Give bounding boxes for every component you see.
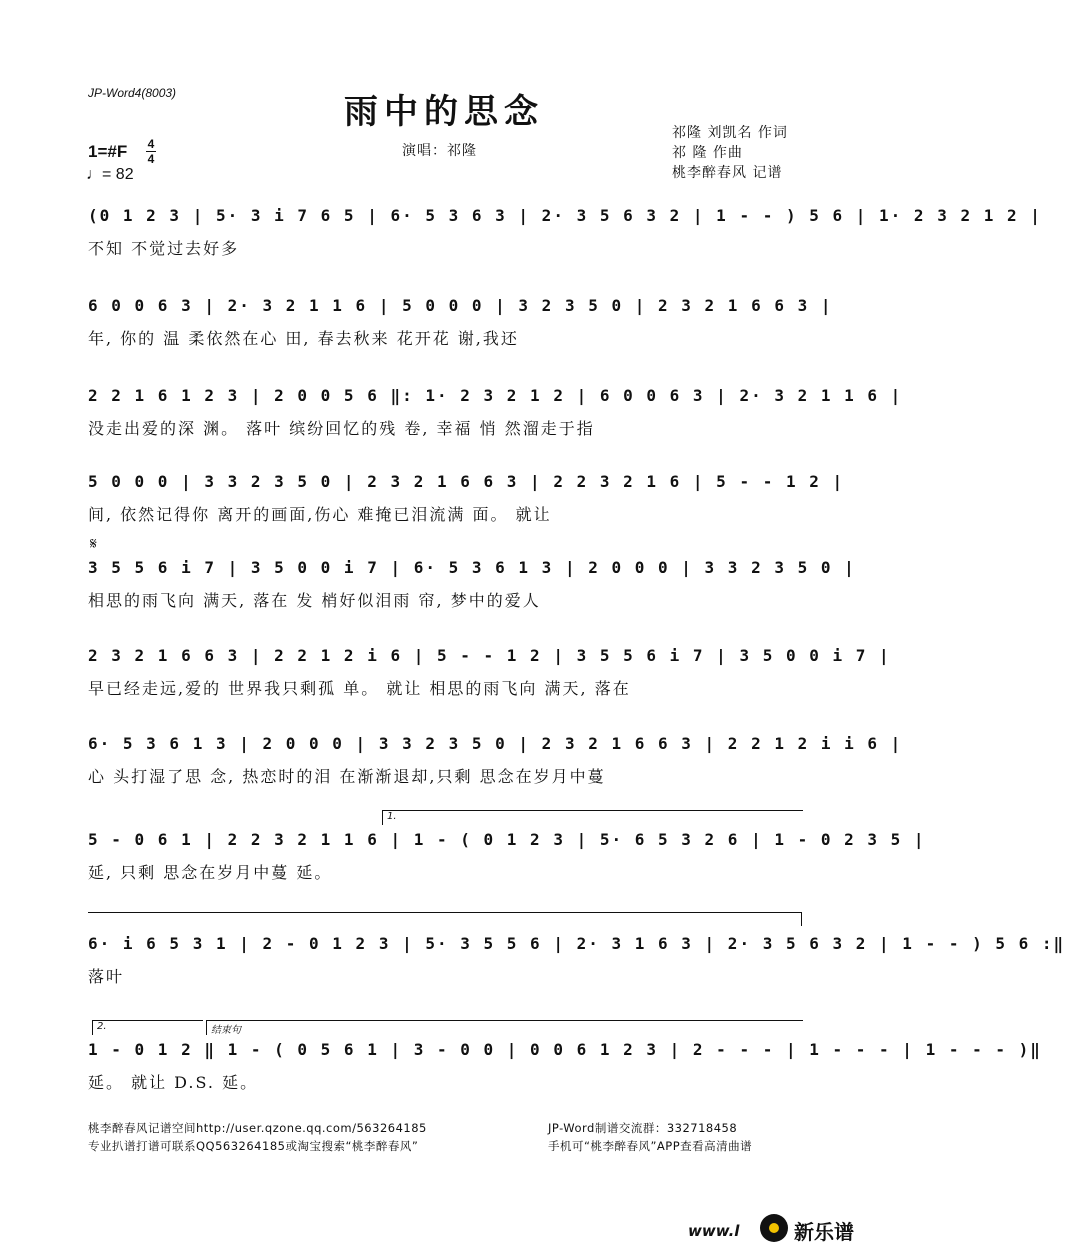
volta-first-label: 1. bbox=[387, 811, 397, 822]
notes-row: (0 1 2 3 | 5· 3 i 7 6 5 | 6· 5 3 6 3 | 2· 3 5 6 3 2 | 1 - - ) 5 6 | 1· 2 3 2 1 2 | bbox=[88, 206, 1042, 225]
footer-space-link: 桃李醉春风记谱空间http://user.qzone.qq.com/563264185 bbox=[88, 1121, 427, 1135]
volta-second-label: 2. bbox=[97, 1021, 107, 1032]
transcriber-credit: 桃李醉春风 记谱 bbox=[672, 165, 783, 181]
notes-row: 2 3 2 1 6 6 3 | 2 2 1 2 i 6 | 5 - - 1 2 | 3 5 5 6 i 7 | 3 5 0 0 i 7 | bbox=[88, 646, 891, 665]
key-signature: 1=#F bbox=[88, 142, 128, 161]
time-top: 4 bbox=[147, 137, 155, 151]
lyrics-row: 间, 依然记得你 离开的画面,伤心 难掩已泪流满 面。 就让 bbox=[88, 505, 552, 524]
footer-contact: 专业扒谱打谱可联系QQ563264185或淘宝搜索“桃李醉春风” bbox=[88, 1139, 419, 1153]
lyrics-row: 延, 只剩 思念在岁月中蔓 延。 bbox=[88, 863, 333, 882]
logo-text: 新乐谱 bbox=[794, 1220, 854, 1244]
volta-continuation bbox=[88, 912, 802, 913]
lyrics-row: 早已经走远,爱的 世界我只剩孤 单。 就让 相思的雨飞向 满天, 落在 bbox=[88, 679, 631, 698]
volta-second-ending bbox=[92, 1020, 203, 1035]
segno-sign: 𝄋 bbox=[90, 534, 97, 553]
notes-row: 6 0 0 6 3 | 2· 3 2 1 1 6 | 5 0 0 0 | 3 2 3 5 0 | 2 3 2 1 6 6 3 | bbox=[88, 296, 833, 315]
notes-row: 5 0 0 0 | 3 3 2 3 5 0 | 2 3 2 1 6 6 3 | 2 2 3 2 1 6 | 5 - - 1 2 | bbox=[88, 472, 845, 491]
volta-first-ending bbox=[382, 810, 803, 825]
lyrics-row: 没走出爱的深 渊。 落叶 缤纷回忆的残 卷, 幸福 悄 然溜走于指 bbox=[88, 419, 595, 438]
logo-disc-icon bbox=[760, 1214, 788, 1242]
notes-row: 6· i 6 5 3 1 | 2 - 0 1 2 3 | 5· 3 5 5 6 | 2· 3 1 6 3 | 2· 3 5 6 3 2 | 1 - - ) 5 6 :‖ bbox=[88, 934, 1065, 953]
coda-bracket bbox=[206, 1020, 803, 1035]
lyrics-row: 延。 就让 D.S. 延。 bbox=[88, 1073, 259, 1092]
lyrics-row: 落叶 bbox=[88, 967, 125, 986]
site-url: www.l bbox=[688, 1222, 740, 1240]
software-label: JP-Word4(8003) bbox=[88, 86, 177, 100]
notes-row: 2 2 1 6 1 2 3 | 2 0 0 5 6 ‖: 1· 2 3 2 1 2 | 6 0 0 6 3 | 2· 3 2 1 1 6 | bbox=[88, 386, 903, 405]
song-title: 雨中的思念 bbox=[344, 92, 544, 132]
notes-row: 6· 5 3 6 1 3 | 2 0 0 0 | 3 3 2 3 5 0 | 2 3 2 1 6 6 3 | 2 2 1 2 i i 6 | bbox=[88, 734, 903, 753]
lyrics-row: 不知 不觉过去好多 bbox=[88, 239, 240, 258]
lyrics-row: 年, 你的 温 柔依然在心 田, 春去秋来 花开花 谢,我还 bbox=[88, 329, 519, 348]
lyricist-credit: 祁隆 刘凯名 作词 bbox=[672, 125, 788, 141]
notes-row: 5 - 0 6 1 | 2 2 3 2 1 1 6 | 1 - ( 0 1 2 3 | 5· 6 5 3 2 6 | 1 - 0 2 3 5 | bbox=[88, 830, 926, 849]
notes-row: 3 5 5 6 i 7 | 3 5 0 0 i 7 | 6· 5 3 6 1 3 | 2 0 0 0 | 3 3 2 3 5 0 | bbox=[88, 558, 856, 577]
time-signature bbox=[146, 138, 156, 165]
coda-label: 结束句 bbox=[211, 1025, 241, 1036]
volta-end bbox=[801, 912, 802, 926]
score-line-8 bbox=[0, 811, 926, 932]
lyrics-row: 心 头打湿了思 念, 热恋时的泪 在渐渐退却,只剩 思念在岁月中蔓 bbox=[88, 767, 606, 786]
composer-credit: 祁 隆 作曲 bbox=[672, 145, 743, 161]
singer-label: 演唱：祁隆 bbox=[402, 143, 477, 159]
footer-app: 手机可“桃李醉春风”APP查看高清曲谱 bbox=[548, 1139, 753, 1153]
lyrics-row: 相思的雨飞向 满天, 落在 发 梢好似泪雨 帘, 梦中的爱人 bbox=[88, 591, 541, 610]
footer-group: JP-Word制谱交流群：332718458 bbox=[548, 1121, 738, 1135]
notes-row: 1 - 0 1 2 ‖ 1 - ( 0 5 6 1 | 3 - 0 0 | 0 0 6 1 2 3 | 2 - - - | 1 - - - | 1 - - - )‖ bbox=[88, 1040, 1042, 1059]
time-bottom: 4 bbox=[147, 152, 155, 166]
tempo-marking: ♩= 82 bbox=[86, 166, 134, 183]
